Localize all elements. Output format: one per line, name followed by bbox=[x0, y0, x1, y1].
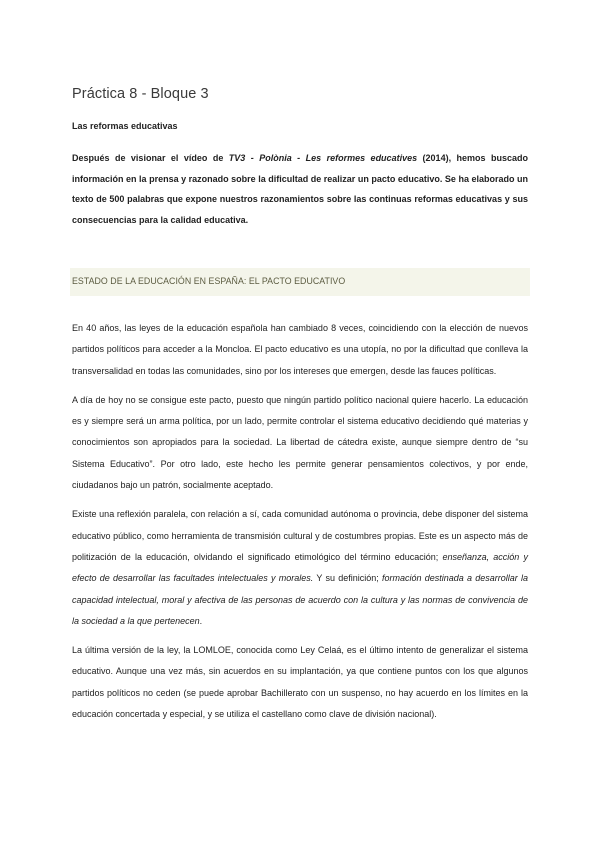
intro-text-2: (2014), hemos buscado información en la prensa y razonado sobre la dificultad de realizar un pacto educativo. Se ha elaborado un texto de 500 palabras que expone nuestros razonamientos sobre las continuas reformas educativas y sus consecuencias para la calidad educativa. bbox=[72, 153, 528, 226]
paragraph-3-text-2: Y su definición; bbox=[313, 573, 382, 584]
definition-formal: formación destinada a desarrollar la capacidad intelectual, moral y afectiva de las personas de acuerdo con la cultura y las normas de convivencia de la sociedad a la que pertenecen bbox=[72, 573, 529, 626]
paragraph-1: En 40 años, las leyes de la educación española han cambiado 8 veces, coincidiendo con la elección de nuevos partidos políticos para acceder a la Moncloa. El pacto educativo es una utopía, no por la dificultad que conlleva la transversalidad en todas las comunidades, sino por los intereses que emergen, desde las fauces políticas. bbox=[72, 323, 528, 376]
intro-text-1: Después de visionar el vídeo de bbox=[72, 153, 229, 163]
section-heading: ESTADO DE LA EDUCACIÓN EN ESPAÑA: EL PACTO EDUCATIVO bbox=[72, 276, 346, 286]
paragraph-3-text-1: Existe una reflexión paralela, con relación a sí, cada comunidad autónoma o provincia, debe disponer del sistema educativo público, como herramienta de transmisión cultural y de costumbres propias. Este es un aspecto más de politización de la educación, olvidando el significado etimológico del término educación; bbox=[72, 509, 528, 562]
paragraph-3-text-3: . bbox=[199, 615, 203, 626]
intro-paragraph bbox=[72, 148, 528, 231]
body-text bbox=[72, 318, 528, 733]
paragraph-3 bbox=[72, 504, 528, 632]
paragraph-4: La última versión de la ley, la LOMLOE, conocida como Ley Celaá, es el último intento de generalizar el sistema educativo. Aunque una vez más, sin acuerdos en su implantación, ya que contiene puntos con los que algunos partidos políticos no ceden (se puede aprobar Bachillerato con un suspenso, no hay acuerdo en los límites en la educación concertada y especial, y se utiliza el castellano como clave de división nacional). bbox=[72, 645, 528, 720]
video-title: TV3 - Polònia - Les reformes educatives bbox=[228, 153, 418, 163]
subtitle: Las reformas educativas bbox=[72, 121, 178, 131]
paragraph-2: A día de hoy no se consigue este pacto, puesto que ningún partido político nacional quiere hacerlo. La educación es y siempre será un arma política, por un lado, permite controlar el sistema educativo decidiendo qué materias y conocimientos son apropiados para la sociedad. La libertad de cátedra existe, aunque siempre dentro de “su Sistema Educativo”. Por otro lado, este hecho les permite generar pensamientos colectivos, y por ende, ciudadanos bajo un patrón, socialmente aceptado. bbox=[72, 394, 528, 491]
definition-etymology: enseñanza, acción y efecto de desarrollar las facultades intelectuales y morales. bbox=[72, 551, 529, 584]
page-title: Práctica 8 - Bloque 3 bbox=[72, 86, 209, 102]
